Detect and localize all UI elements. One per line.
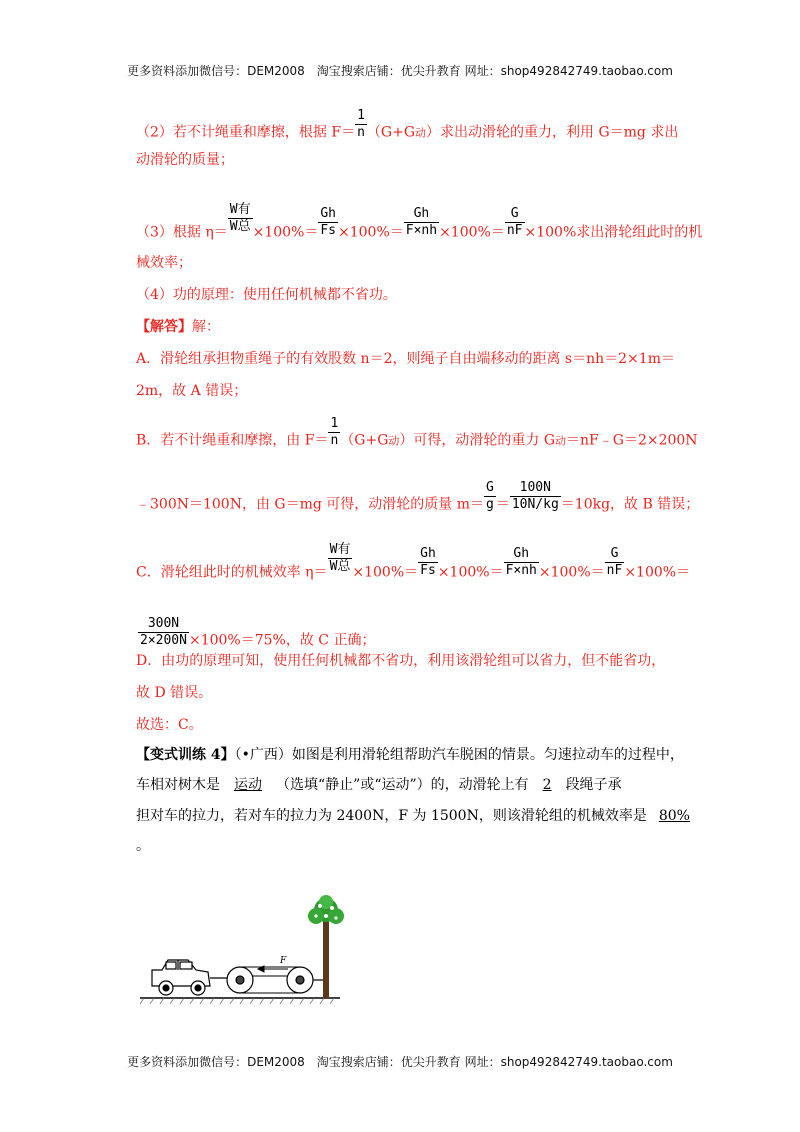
variant-line-2: 车相对树木是 运动 （选填“静止”或“运动”）的，动滑轮上有 2 段绳子承: [136, 777, 622, 793]
answer-b-line-1: B．若不计绳重和摩擦，由 F＝ $\frac{1}{n}$ （G+G动）可得，动滑轮的重力 G动＝nF﹣G＝2×200N: [136, 416, 698, 449]
answer-c-line-1: C．滑轮组此时的机械效率 η＝ $\frac{\text{W有}}{\text{W总}}$ ×100%＝ $\frac{Gh}{Fs}$ ×100%＝ $\frac{Gh}{F\times nh}$ ×100%＝ $\frac{G}{nF}$ ×100%＝: [136, 542, 691, 581]
point-2-line-2: 动滑轮的质量；: [136, 152, 234, 168]
movable-pulley: [210, 967, 253, 993]
tree: [308, 895, 344, 998]
answer-a-line-2: 2m，故 A 错误；: [136, 383, 248, 399]
page-footer: 更多资料添加微信号：DEM2008 淘宝搜索店铺：优尖升教育 网址：shop492842749.taobao.com: [127, 1055, 673, 1069]
ground-hatch: [140, 998, 334, 1004]
fraction-1-over-n: $\frac{1}{n}$: [357, 108, 365, 140]
fraction-g-over-g: $\frac{G}{g}$: [486, 480, 494, 512]
answer-blank-1: 运动: [234, 777, 262, 793]
fraction-300n-over-2x200n: $\frac{300N}{2\times 200N}$: [140, 616, 187, 648]
variant-line-3: 担对车的拉力，若对车的拉力为 2400N，F 为 1500N，则该滑轮组的机械效率是 80%: [136, 806, 698, 826]
point-4: （4）功的原理：使用任何机械都不省功。: [136, 287, 397, 303]
fixed-pulley: [287, 967, 325, 993]
fraction-g-over-nf: $\frac{G}{nF}$: [506, 206, 523, 238]
car: [152, 960, 210, 995]
fraction-w-useful-over-w-total: $\frac{\text{W有}}{\text{W总}}$: [229, 202, 251, 234]
fraction-gh-over-fs: $\frac{Gh}{Fs}$: [320, 206, 336, 238]
answer-d-line-1: D．由功的原理可知，使用任何机械都不省功，利用该滑轮组可以省力，但不能省功，: [136, 653, 666, 669]
answer-blank-2: 2: [542, 777, 552, 793]
point-2-text: （2）若不计绳重和摩擦，根据 F＝: [136, 124, 356, 141]
answer-d-line-2: 故 D 错误。: [136, 685, 213, 701]
answer-heading: 【解答】解：: [136, 319, 220, 335]
point-3-line-1: （3）根据 η＝ $\frac{\text{W有}}{\text{W总}}$ ×100%＝ $\frac{Gh}{Fs}$ ×100%＝ $\frac{Gh}{F\times nh}$ ×100%＝ $\frac{G}{nF}$ ×100%求出滑轮组此时的机: [136, 202, 703, 241]
pulley-car-figure: [140, 890, 350, 1015]
force-label: F: [280, 956, 287, 966]
fraction-gh-over-fnh-c: $\frac{Gh}{F\times nh}$: [505, 546, 537, 578]
answer-b-line-2: ﹣300N＝100N，由 G＝mg 可得，动滑轮的质量 m＝ $\frac{G}{g}$ ＝ $\frac{100N}{10N/kg}$ ＝10kg，故 B 错误；: [136, 480, 700, 513]
answer-a-line-1: A．滑轮组承担物重绳子的有效股数 n＝2，则绳子自由端移动的距离 s＝nh＝2×1m＝: [136, 351, 675, 367]
answer-blank-3: 80%: [658, 808, 690, 824]
answer-c-line-2: $\frac{300N}{2\times 200N}$ ×100%＝75%，故 C 正确；: [140, 616, 376, 649]
fraction-g-over-nf-c: $\frac{G}{nF}$: [606, 546, 623, 578]
variant-line-4: 。: [136, 838, 150, 854]
point-2-line-1: （2）若不计绳重和摩擦，根据 F＝ $\frac{1}{n}$ （G+G动）求出动滑轮的重力，利用 G＝mg 求出: [136, 108, 679, 141]
fraction-1-over-n-b: $\frac{1}{n}$: [330, 416, 339, 448]
variant-line-1: 【变式训练 4】（•广西）如图是利用滑轮组帮助汽车脱困的情景。匀速拉动车的过程中，: [136, 747, 684, 763]
point-3-line-2: 械效率；: [136, 255, 192, 271]
fraction-gh-over-fs-c: $\frac{Gh}{Fs}$: [420, 546, 436, 578]
fraction-w-useful-over-w-total-c: $\frac{\text{W有}}{\text{W总}}$: [329, 542, 351, 574]
final-choice: 故选：C。: [136, 717, 203, 733]
fraction-gh-over-fnh: $\frac{Gh}{F\times nh}$: [405, 206, 438, 238]
page-header: 更多资料添加微信号：DEM2008 淘宝搜索店铺：优尖升教育 网址：shop492842749.taobao.com: [127, 64, 673, 78]
fraction-100n-over-10nkg: $\frac{100N}{10N/kg}$: [511, 480, 559, 512]
